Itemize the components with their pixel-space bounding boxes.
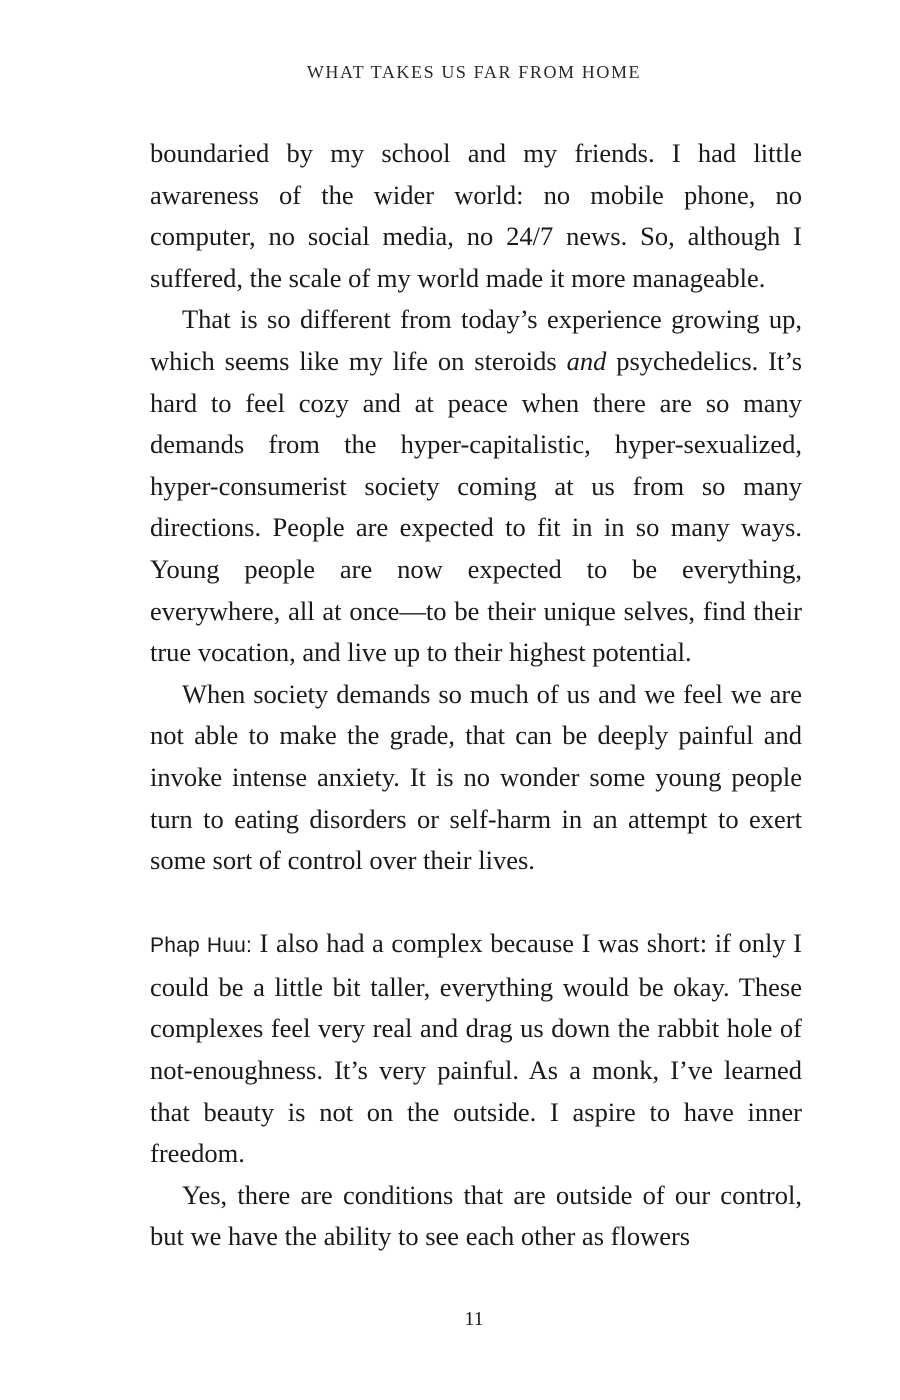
paragraph-2-text-a: That is so different from today’s experience growing up, which seems like my life on steroids [150, 304, 802, 376]
section-break [150, 882, 802, 924]
paragraph-2-emphasis: and [566, 345, 607, 376]
running-head: WHAT TAKES US FAR FROM HOME [306, 62, 642, 82]
paragraph-4-text: I also had a complex because I was short: if only I could be a little bit taller, everything would be okay. These complexes feel very real and drag us down the rabbit hole of not-enoughness. It’s very painful. As a monk, I’ve learned that beauty is not on the outside. I aspire to have inner freedom. [150, 928, 802, 1169]
body-text [150, 133, 802, 1258]
paragraph-1: boundaried by my school and my friends. I had little awareness of the wider world: no mobile phone, no computer, no social media, no 24/7 news. So, although I suffered, the scale of my world made it more manageable. [150, 138, 802, 293]
paragraph-2 [150, 299, 802, 673]
speaker-label: Phap Huu: [150, 934, 252, 958]
paragraph-5: Yes, there are conditions that are outside of our control, but we have the ability to see each other as flowers [150, 1179, 802, 1252]
paragraph-2-text-b: psychedelics. It’s hard to feel cozy and at peace when there are so many demands from the hyper-capitalistic, hyper-sexualized, hyper-consumerist society coming at us from so many directions. People are expected to fit in in so many ways. Young people are now expected to be everything, everywhere, all at once—to be their unique selves, find their true vocation, and live up to their highest potential. [150, 345, 803, 668]
paragraph-3: When society demands so much of us and we feel we are not able to make the grade, that can be deeply painful and invoke intense anxiety. It is no wonder some young people turn to eating disorders or self-harm in an attempt to exert some sort of control over their lives. [150, 678, 802, 876]
paragraph-4 [150, 923, 802, 1175]
page-number: 11 [464, 1308, 484, 1330]
